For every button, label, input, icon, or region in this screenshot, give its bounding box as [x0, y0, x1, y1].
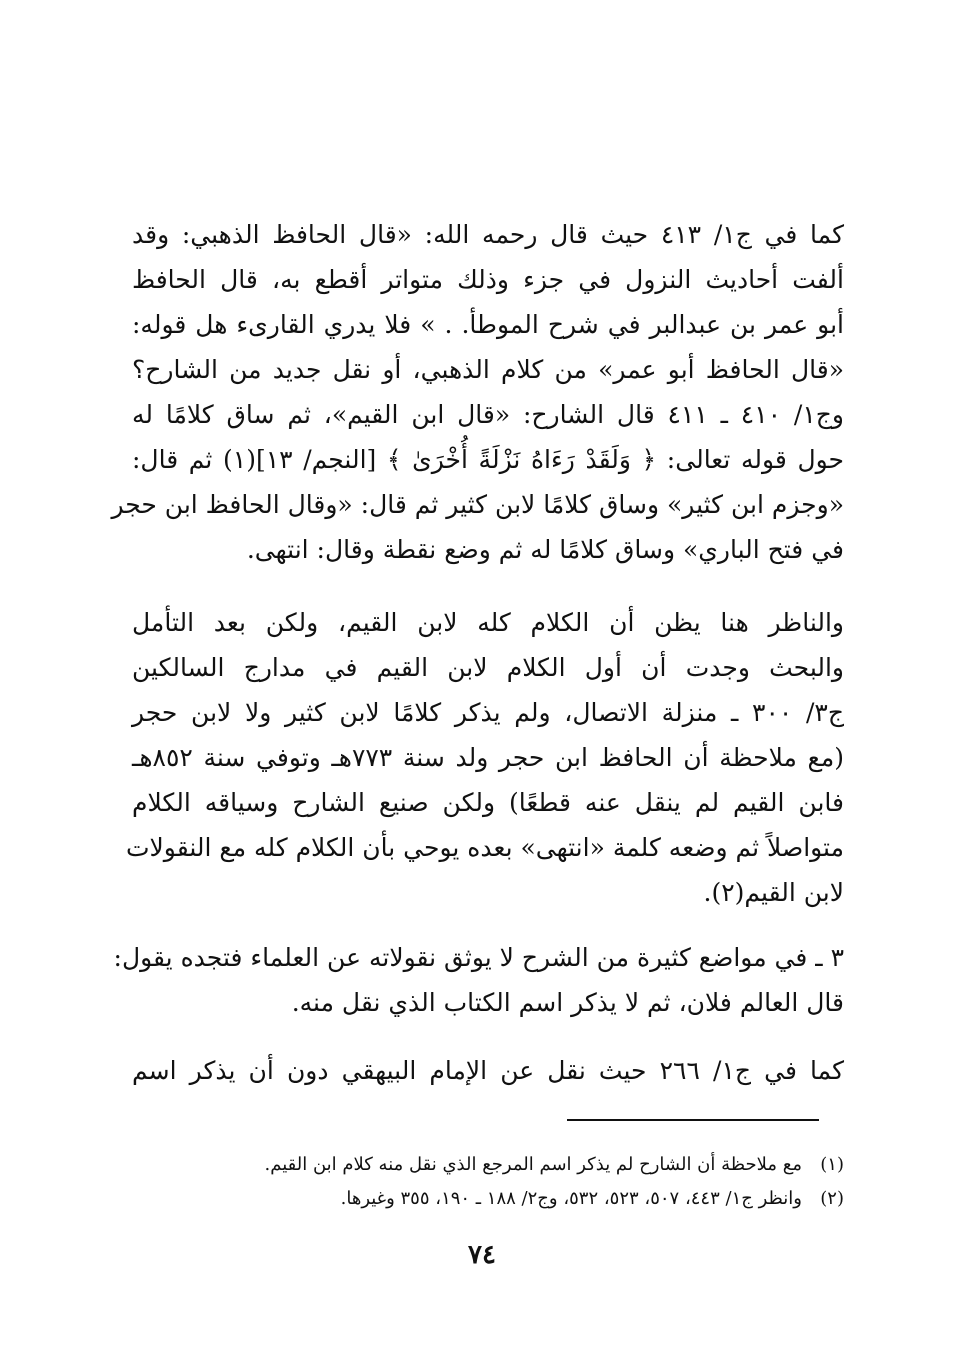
text-line: لابن القيم(٢). — [703, 878, 844, 907]
text-line: حول قوله تعالى: ﴿ وَلَقَدْ رَءَاهُ نَزْلَةً أُخْرَىٰ ﴾ [النجم/ ١٣](١) ثم قال: — [132, 445, 844, 474]
text-line: أبو عمر بن عبدالبر في شرح الموطأ. . » فلا يدري القارىء هل قوله: — [132, 310, 844, 339]
text-line: «قال الحافظ أبو عمر» من كلام الذهبي، أو نقل جديد من الشارح؟ — [132, 355, 844, 384]
text-line: ألفت أحاديث النزول في جزء وذلك متواتر أقطع به، قال الحافظ — [132, 265, 844, 294]
text-line: كما في ج١/ ٤١٣ حيث قال رحمه الله: «قال الحافظ الذهبي: وقد — [132, 220, 845, 249]
paragraph-2 — [126, 600, 844, 915]
footnote-2 — [132, 1182, 844, 1216]
text-line: في فتح الباري» وساق كلامًا له ثم وضع نقطة وقال: انتهى. — [246, 535, 844, 564]
text-line: والناظر هنا يظن أن الكلام كله لابن القيم، ولكن بعد التأمل — [132, 608, 844, 637]
paragraph-1 — [111, 212, 845, 572]
footnote-1 — [132, 1148, 844, 1182]
text-line: (مع ملاحظة أن الحافظ ابن حجر ولد سنة ٧٧٣هـ وتوفي سنة ٨٥٢هـ — [132, 743, 844, 772]
footnote-separator — [567, 1119, 819, 1121]
footnote-number: (٢) — [820, 1188, 844, 1209]
text-line: متواصلاً ثم وضعه كلمة «انتهى» بعده يوحي بأن الكلام كله مع النقولات — [126, 833, 844, 862]
text-line: وج١/ ٤١٠ ـ ٤١١ قال الشارح: «قال ابن القيم»، ثم ساق كلامًا له — [132, 400, 844, 429]
text-line: كما في ج١/ ٢٦٦ حيث نقل عن الإمام البيهقي دون أن يذكر اسم — [132, 1056, 844, 1085]
paragraph-3 — [113, 935, 844, 1025]
footnote-number: (١) — [820, 1154, 844, 1175]
footnote-text: وانظر ج١/ ٤٤٣، ٥٠٧، ٥٢٣، ٥٣٢، وج٢/ ١٨٨ ـ ١٩٠، ٣٥٥ وغيرها. — [340, 1188, 802, 1209]
footnote-text: مع ملاحظة أن الشارح لم يذكر اسم المرجع الذي نقل منه كلام ابن القيم. — [264, 1154, 802, 1175]
page-number: ٧٤ — [468, 1240, 496, 1270]
text-line: «وجزم ابن كثير» وساق كلامًا لابن كثير ثم قال: «وقال الحافظ ابن حجر — [111, 490, 844, 519]
paragraph-4 — [132, 1048, 844, 1093]
text-line: قال العالم فلان، ثم لا يذكر اسم الكتاب الذي نقل منه. — [291, 988, 844, 1017]
text-line: ٣ ـ في مواضع كثيرة من الشرح لا يوثق نقولاته عن العلماء فتجده يقول: — [113, 943, 844, 972]
footnotes — [132, 1148, 844, 1216]
text-line: ج٣/ ٣٠٠ ـ منزلة الاتصال، ولم يذكر كلامًا لابن كثير ولا لابن حجر — [132, 698, 844, 727]
text-line: فابن القيم لم ينقل عنه قطعًا) ولكن صنيع الشارح وسياقه الكلام — [132, 788, 844, 817]
text-line: والبحث وجدت أن أول الكلام لابن القيم في مدارج السالكين — [132, 653, 844, 682]
